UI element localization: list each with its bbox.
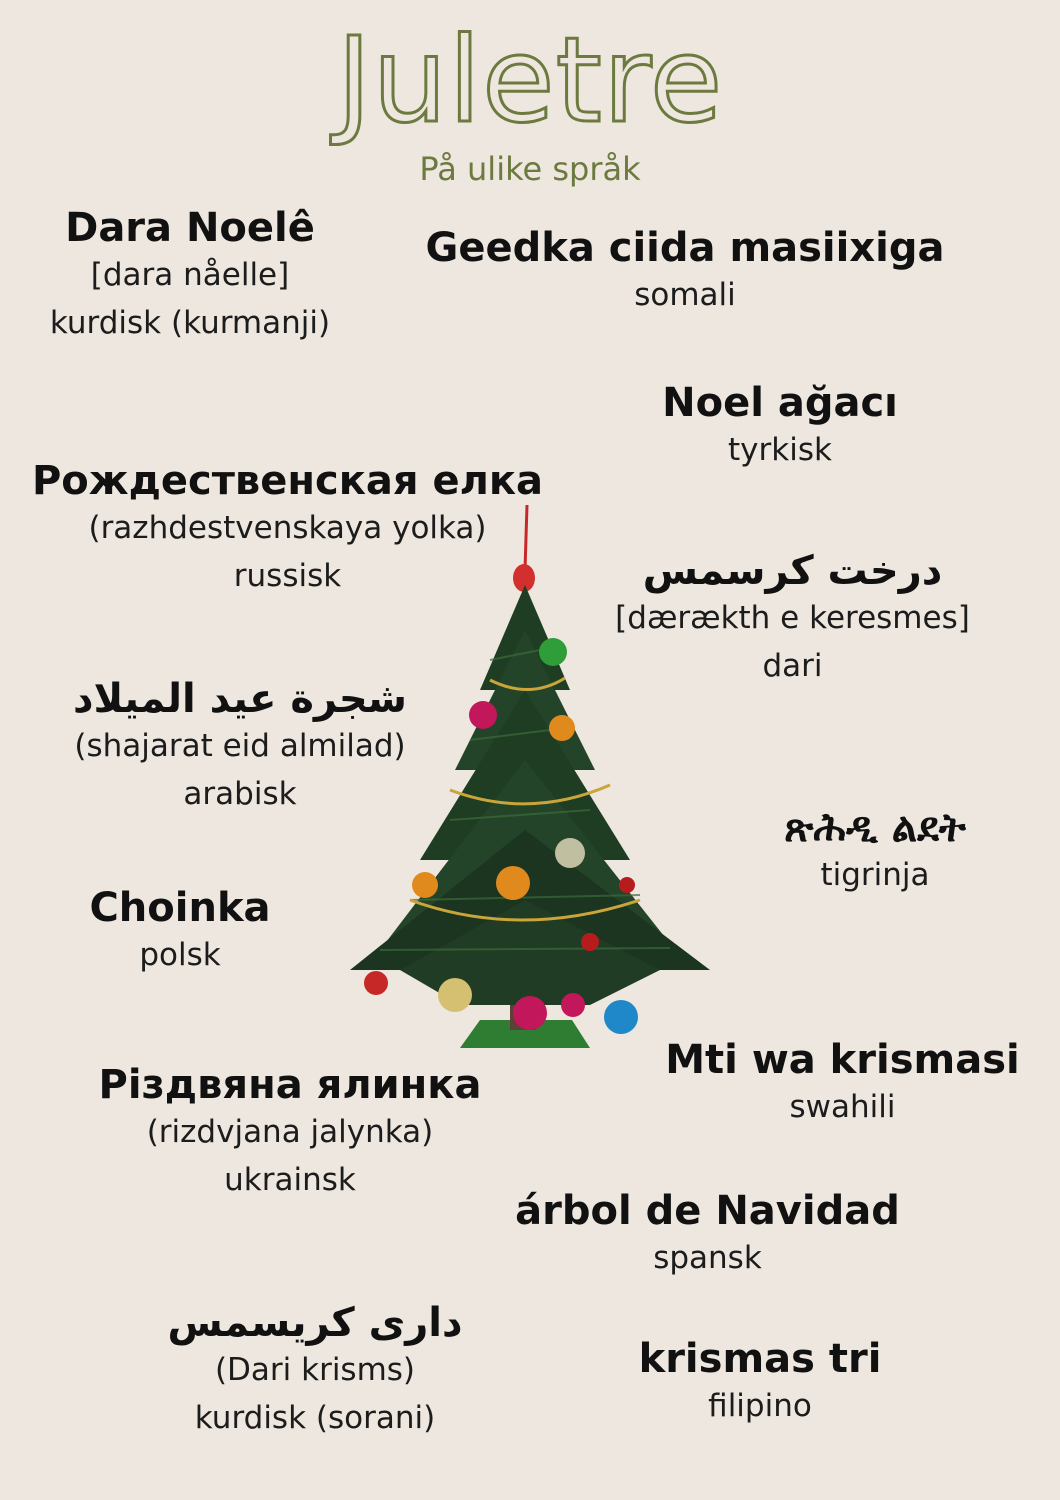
language-name: swahili <box>789 1089 896 1125</box>
language-name: tigrinja <box>820 857 930 893</box>
page-title: Juletre <box>336 11 724 149</box>
language-name: russisk <box>233 558 342 595</box>
pronunciation: [dærækth e keresmes] <box>615 600 970 636</box>
pronunciation: (rizdvjana jalynka) <box>146 1114 434 1150</box>
word: Різдвяна ялинка <box>98 1062 482 1108</box>
entry-tigrinya <box>740 805 1010 899</box>
language-name: filipino <box>708 1388 812 1424</box>
pronunciation: (razhdestvenskaya yolka) <box>88 510 487 546</box>
word: Noel ağacı <box>662 380 898 426</box>
language-name: kurdisk (kurmanji) <box>49 305 331 342</box>
language-name: ukrainsk <box>224 1162 356 1199</box>
word: Mti wa krismasi <box>665 1037 1020 1083</box>
entry-somali <box>420 225 950 319</box>
language-name: polsk <box>139 937 221 973</box>
pronunciation: (shajarat eid almilad) <box>74 728 406 764</box>
language-name: somali <box>634 277 736 313</box>
word: شجرة عيد الميلاد <box>72 676 408 722</box>
entry-sorani <box>150 1300 480 1442</box>
word: درخت کرسمس <box>642 548 943 594</box>
pronunciation: (Dari krisms) <box>214 1352 416 1388</box>
entry-russian <box>20 458 555 600</box>
language-name: tyrkisk <box>728 432 832 468</box>
word: Choinka <box>89 885 271 931</box>
word: Dara Noelê <box>65 205 315 251</box>
word: Geedka ciida masiixiga <box>425 225 945 271</box>
word: krismas tri <box>638 1336 882 1382</box>
entry-dari <box>600 548 985 690</box>
entry-filipino <box>620 1336 900 1430</box>
word: ጽሕዲ ልደት <box>784 805 966 851</box>
word: Рождественская елка <box>31 458 544 504</box>
language-name: dari <box>762 648 823 685</box>
entry-arabic <box>50 676 430 818</box>
pronunciation: [dara nåelle] <box>90 257 290 293</box>
page-subtitle: På ulike språk <box>419 150 641 188</box>
entry-turkish <box>630 380 930 474</box>
entry-kurmanji <box>40 205 340 347</box>
language-name: arabisk <box>183 776 297 813</box>
word: داری کریسمس <box>167 1300 463 1346</box>
language-name: spansk <box>653 1240 762 1276</box>
entry-spanish <box>505 1188 910 1282</box>
entry-polish <box>60 885 300 979</box>
entry-swahili <box>655 1037 1030 1131</box>
word: árbol de Navidad <box>515 1188 900 1234</box>
entry-ukrainian <box>80 1062 500 1204</box>
language-name: kurdisk (sorani) <box>194 1400 436 1437</box>
